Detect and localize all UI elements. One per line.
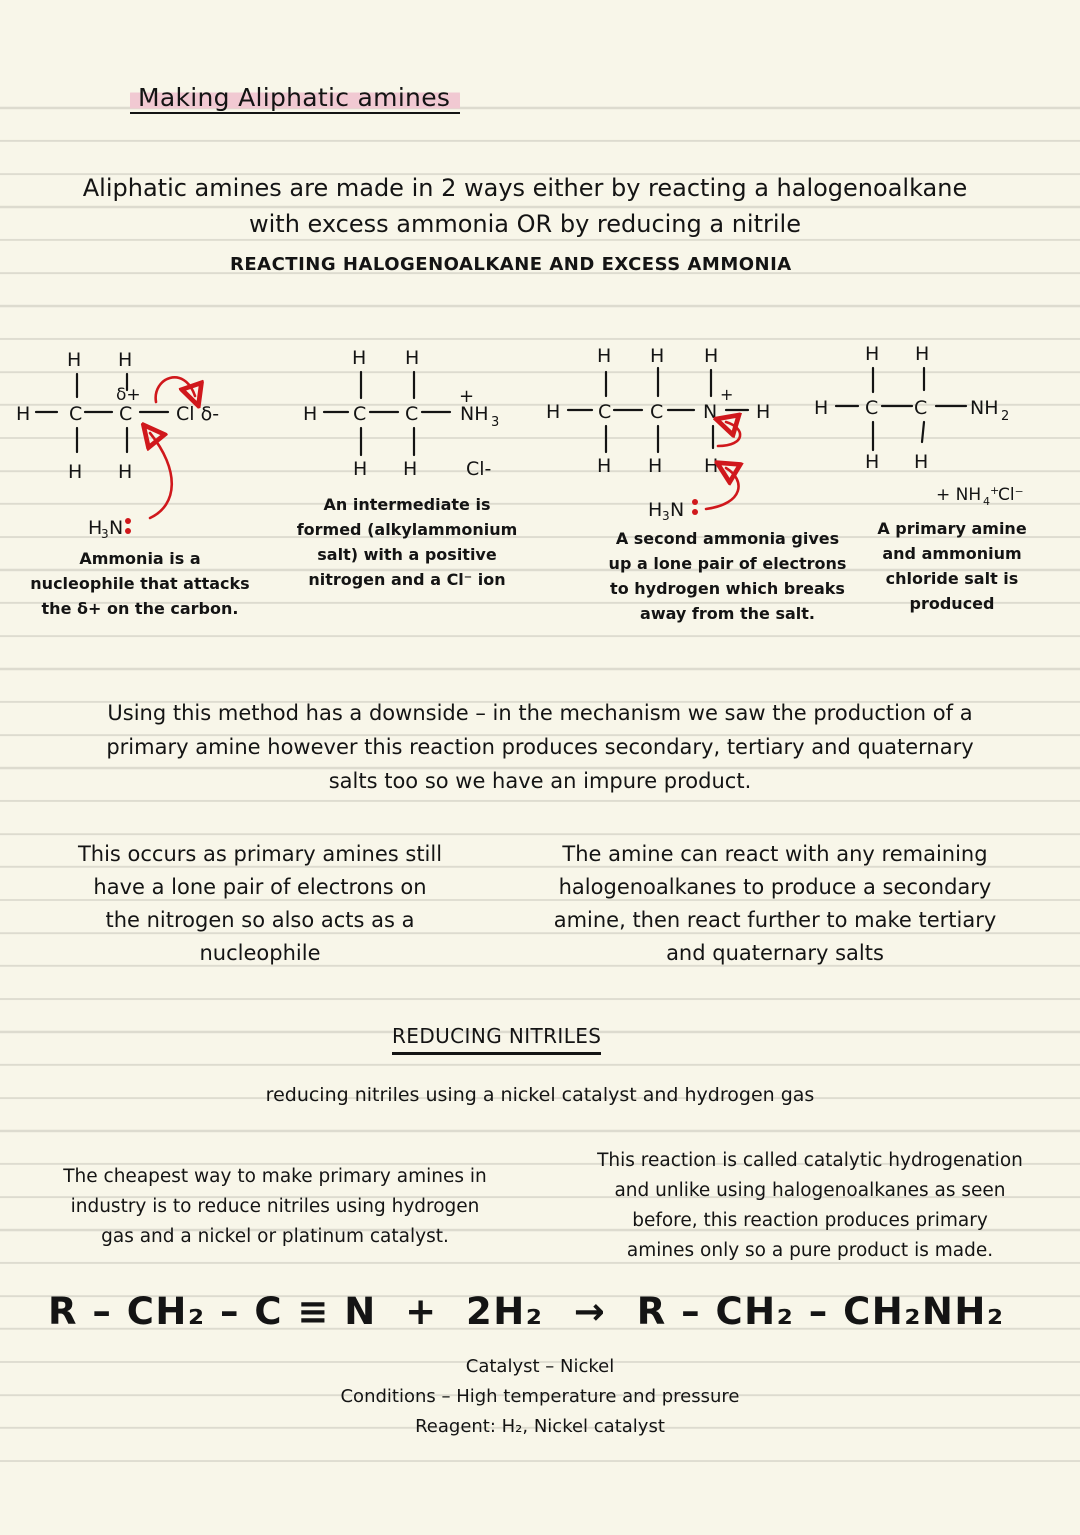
- svg-text:H: H: [648, 455, 663, 477]
- catalyst-line: Catalyst – Nickel: [465, 1356, 615, 1377]
- svg-text:H: H: [756, 401, 771, 423]
- svg-text:Cl δ-: Cl δ-: [176, 403, 220, 425]
- svg-text:+ NH: + NH: [936, 485, 982, 505]
- svg-text:C: C: [119, 403, 133, 425]
- equation-plus: +: [405, 1290, 438, 1333]
- downside-paragraph: Using this method has a downside – in the mechanism we saw the production of a primary amine however this reaction produces secondary, tertiary and quaternary salts too so we have an impure product.: [106, 701, 974, 793]
- svg-text:H: H: [403, 458, 418, 480]
- svg-text:H: H: [814, 397, 829, 419]
- page-title: Making Aliphatic amines: [130, 84, 460, 114]
- svg-text:H: H: [352, 347, 367, 369]
- molecule-chloroethane: [16, 349, 219, 541]
- svg-text:3: 3: [491, 415, 500, 430]
- svg-text:H: H: [648, 499, 663, 521]
- svg-text:H: H: [914, 451, 929, 473]
- page-margin-bottom: [0, 1475, 1080, 1535]
- section-heading-halogenoalkane: REACTING HALOGENOALKANE AND EXCESS AMMONIA: [230, 254, 792, 275]
- equation-product: R – CH₂ – CH₂NH₂: [636, 1290, 1005, 1333]
- svg-text:Cl⁻: Cl⁻: [998, 485, 1024, 505]
- svg-text:δ+: δ+: [116, 385, 141, 405]
- conditions-line: Conditions – High temperature and pressure: [340, 1386, 740, 1407]
- svg-text:C: C: [405, 403, 419, 425]
- nitriles-subtitle: reducing nitriles using a nickel catalyst and hydrogen gas: [265, 1084, 815, 1106]
- nitrile-explanation-right: This reaction is called catalytic hydrogenation and unlike using halogenoalkanes as seen before, this reaction produces primary amines only so a pure product is made.: [597, 1150, 1023, 1261]
- svg-text:C: C: [650, 401, 664, 423]
- svg-text:H: H: [118, 461, 133, 483]
- svg-text:H: H: [650, 345, 665, 367]
- svg-text:H: H: [865, 343, 880, 365]
- svg-text:C: C: [914, 397, 928, 419]
- curly-arrow-bond-to-cl: [156, 377, 195, 402]
- equation-reagent: 2H₂: [466, 1290, 544, 1333]
- svg-text:+: +: [459, 386, 475, 407]
- section-heading-nitriles: REDUCING NITRILES: [392, 1024, 601, 1055]
- reaction-conditions: [0, 1352, 1080, 1442]
- curly-arrow-bond-to-n: [718, 422, 740, 446]
- caption-step-2: An intermediate is formed (alkylammonium salt) with a positive nitrogen and a Cl⁻ ion: [296, 495, 518, 589]
- svg-text:H: H: [303, 403, 318, 425]
- svg-text:H: H: [67, 349, 82, 371]
- svg-text:C: C: [598, 401, 612, 423]
- svg-text:N: N: [109, 517, 124, 539]
- svg-text:+: +: [720, 385, 734, 404]
- svg-text:H: H: [68, 461, 83, 483]
- svg-text:C: C: [865, 397, 879, 419]
- svg-text:4: 4: [983, 495, 990, 508]
- caption-step-3: A second ammonia gives up a lone pair of electrons to hydrogen which breaks away from the salt.: [608, 529, 847, 623]
- svg-text:H: H: [597, 455, 612, 477]
- svg-text:H: H: [915, 343, 930, 365]
- svg-text:H: H: [405, 347, 420, 369]
- svg-text:H: H: [118, 349, 133, 371]
- svg-text:H: H: [704, 455, 719, 477]
- svg-text:NH: NH: [460, 403, 489, 425]
- reagent-line: Reagent: H₂, Nickel catalyst: [415, 1416, 665, 1437]
- svg-text:C: C: [69, 403, 83, 425]
- svg-text:H: H: [88, 517, 103, 539]
- reaction-arrow-icon: →: [573, 1290, 607, 1333]
- svg-text:H: H: [16, 403, 31, 425]
- svg-text:H: H: [353, 458, 368, 480]
- molecule-alkylammonium: [303, 347, 499, 480]
- svg-text:H: H: [597, 345, 612, 367]
- svg-text:N: N: [670, 499, 685, 521]
- intro-text: [40, 170, 1010, 242]
- svg-text:3: 3: [662, 509, 670, 523]
- intro-line-1: Aliphatic amines are made in 2 ways either by reacting a halogenoalkane: [82, 174, 968, 202]
- svg-text:Cl-: Cl-: [466, 458, 492, 480]
- molecule-primary-amine: [814, 343, 1024, 508]
- svg-text:H: H: [546, 401, 561, 423]
- nitrile-reduction-equation: [48, 1290, 1005, 1333]
- svg-text:N: N: [703, 401, 718, 423]
- nitrile-explanation-left: The cheapest way to make primary amines in industry is to reduce nitriles using hydrogen gas and a nickel or platinum catalyst.: [63, 1166, 487, 1247]
- svg-text:C: C: [353, 403, 367, 425]
- equation-reactant: R – CH₂ – C ≡ N: [48, 1290, 377, 1333]
- caption-step-4: A primary amine and ammonium chloride salt is produced: [877, 519, 1027, 613]
- svg-text:3: 3: [101, 527, 109, 541]
- svg-text:+: +: [990, 484, 1000, 497]
- svg-text:2: 2: [1001, 409, 1010, 424]
- svg-text:H: H: [865, 451, 880, 473]
- svg-text:H: H: [704, 345, 719, 367]
- svg-text:NH: NH: [970, 397, 999, 419]
- intro-line-2: with excess ammonia OR by reducing a nitrile: [249, 210, 801, 238]
- caption-step-1: Ammonia is a nucleophile that attacks the δ+ on the carbon.: [30, 549, 250, 618]
- curly-arrow-nucleophile-attack: [150, 433, 172, 518]
- explanation-right: The amine can react with any remaining halogenoalkanes to produce a secondary amine, then react further to make tertiary and quaternary salts: [553, 842, 997, 965]
- explanation-left: This occurs as primary amines still have a lone pair of electrons on the nitrogen so also acts as a nucleophile: [77, 842, 443, 965]
